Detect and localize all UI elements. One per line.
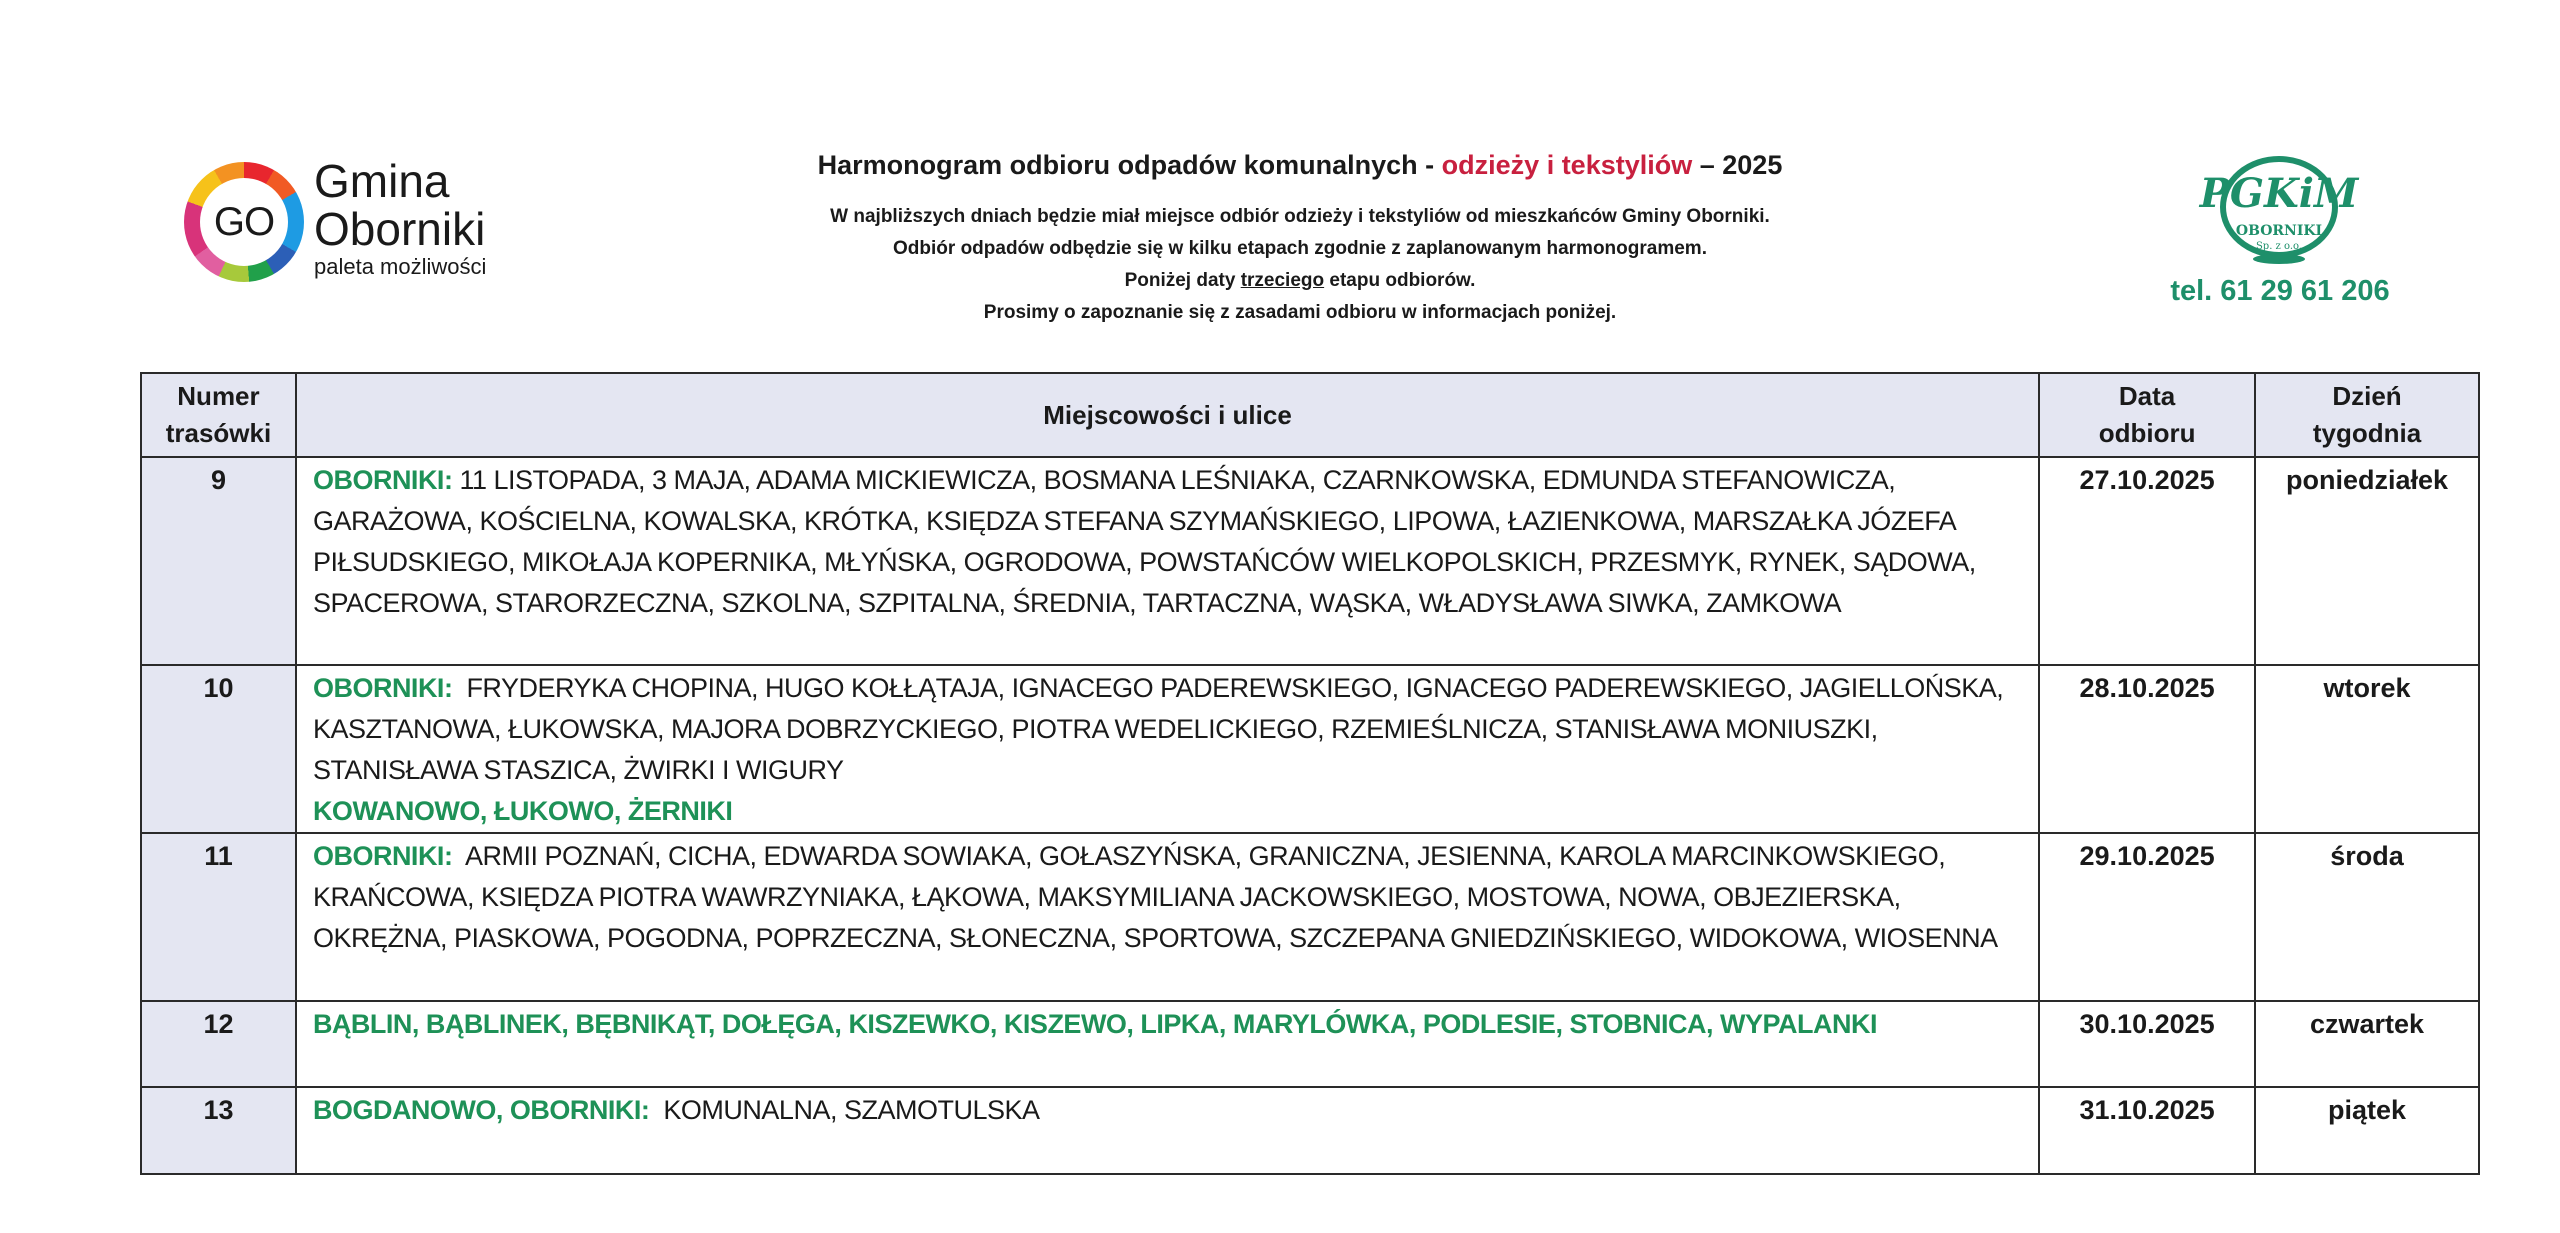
intro-text (700, 201, 1900, 329)
route-number: 11 (141, 833, 296, 1001)
villages: KOWANOWO, ŁUKOWO, ŻERNIKI (312, 796, 733, 826)
places-cell (296, 665, 2039, 833)
intro-line-3-b: etapu odbiorów. (1324, 270, 1476, 291)
table-row (141, 1087, 2479, 1174)
svg-text:Sp. z o.o.: Sp. z o.o. (2255, 241, 2303, 252)
header-day-line-1: Dzień (2332, 381, 2402, 411)
weekday: piątek (2255, 1087, 2479, 1174)
place-label: BOGDANOWO, OBORNIKI: (312, 1095, 650, 1125)
schedule-table (140, 372, 2480, 1175)
header-day-line-2: tygodnia (2312, 418, 2422, 448)
document-title (700, 150, 1900, 181)
weekday: czwartek (2255, 1001, 2479, 1087)
pgkim-logo (2140, 155, 2420, 315)
intro-line-3-underlined: trzeciego (1240, 270, 1325, 291)
table-row (141, 1001, 2479, 1087)
go-badge: GO (200, 178, 288, 266)
places-cell (296, 833, 2039, 1001)
logo-line-2: Oborniki (314, 203, 486, 255)
intro-line-4: Prosimy o zapoznanie się z zasadami odbioru w informacjach poniżej. (983, 302, 1617, 323)
logo-line-1: Gmina (314, 155, 450, 207)
logo-tagline: paleta możliwości (314, 254, 487, 279)
streets: FRYDERYKA CHOPINA, HUGO KOŁŁĄTAJA, IGNACEGO PADEREWSKIEGO, IGNACEGO PADEREWSKIEGO, JAGIELLOŃSKA, KASZTANOWA, ŁUKOWSKA, MAJORA DOBRZYCKIEGO, PIOTRA WEDELICKIEGO, RZEMIEŚLNICZA, STANISŁAWA MONIUSZKI, STANISŁAWA STASZICA, ŻWIRKI I WIGURY (312, 673, 2011, 785)
document-header (700, 150, 1900, 329)
gmina-oborniki-logo (182, 155, 512, 288)
header-day (2255, 373, 2479, 457)
pickup-date: 28.10.2025 (2039, 665, 2255, 833)
route-number: 13 (141, 1087, 296, 1174)
title-accent: odzieży i tekstyliów (1441, 150, 1693, 180)
intro-line-3-a: Poniżej daty (1124, 270, 1241, 291)
place-label: BĄBLIN, BĄBLINEK, BĘBNIKĄT, DOŁĘGA, KISZEWKO, KISZEWO, LIPKA, MARYLÓWKA, PODLESIE, STOBNICA, WYPALANKI (312, 1009, 1877, 1039)
intro-line-2: Odbiór odpadów odbędzie się w kilku etapach zgodnie z zaplanowanym harmonogramem. (893, 238, 1707, 259)
header-route-number (141, 373, 296, 457)
weekday: poniedziałek (2255, 457, 2479, 665)
color-ring-icon (184, 162, 304, 282)
places-cell (296, 1001, 2039, 1087)
pickup-date: 29.10.2025 (2039, 833, 2255, 1001)
phone-number: tel. 61 29 61 206 (2170, 275, 2390, 307)
intro-line-1: W najbliższych dniach będzie miał miejsce odbiór odzieży i tekstyliów od mieszkańców Gminy Oborniki. (830, 206, 1770, 227)
title-part-1: Harmonogram odbioru odpadów komunalnych - (817, 150, 1442, 180)
svg-text:PGKiM: PGKiM (2199, 170, 2359, 217)
table-row (141, 833, 2479, 1001)
header-date-line-2: odbioru (2098, 418, 2196, 448)
route-number: 12 (141, 1001, 296, 1087)
header-date (2039, 373, 2255, 457)
streets: ARMII POZNAŃ, CICHA, EDWARDA SOWIAKA, GOŁASZYŃSKA, GRANICZNA, JESIENNA, KAROLA MARCINKOWSKIEGO, KRAŃCOWA, KSIĘDZA PIOTRA WAWRZYNIAKA, ŁĄKOWA, MAKSYMILIANA JACKOWSKIEGO, MOSTOWA, NOWA, OBJEZIERSKA, OKRĘŻNA, PIASKOWA, POGODNA, POPRZECZNA, SŁONECZNA, SPORTOWA, SZCZEPANA GNIEDZIŃSKIEGO, WIDOKOWA, WIOSENNA (312, 841, 1998, 953)
title-part-2: – 2025 (1692, 150, 1783, 180)
route-number: 10 (141, 665, 296, 833)
pickup-date: 31.10.2025 (2039, 1087, 2255, 1174)
pickup-date: 30.10.2025 (2039, 1001, 2255, 1087)
places-cell (296, 1087, 2039, 1174)
intro-line-3 (700, 265, 1900, 297)
pgkim-seal-icon (2199, 155, 2359, 265)
weekday: środa (2255, 833, 2479, 1001)
place-label: OBORNIKI: (312, 673, 453, 703)
header-date-line-1: Data (2118, 381, 2176, 411)
route-number: 9 (141, 457, 296, 665)
places-cell (296, 457, 2039, 665)
streets: KOMUNALNA, SZAMOTULSKA (649, 1095, 1040, 1125)
pickup-date: 27.10.2025 (2039, 457, 2255, 665)
table-row (141, 665, 2479, 833)
header-places: Miejscowości i ulice (296, 373, 2039, 457)
header-route-number-line-2: trasówki (165, 418, 272, 448)
table-row (141, 457, 2479, 665)
svg-text:OBORNIKI: OBORNIKI (2235, 223, 2323, 239)
header-route-number-line-1: Numer (177, 381, 260, 411)
streets: 11 LISTOPADA, 3 MAJA, ADAMA MICKIEWICZA, BOSMANA LEŚNIAKA, CZARNKOWSKA, EDMUNDA STEFANOWICZA, GARAŻOWA, KOŚCIELNA, KOWALSKA, KRÓTKA, KSIĘDZA STEFANA SZYMAŃSKIEGO, LIPOWA, ŁAZIENKOWA, MARSZAŁKA JÓZEFA PIŁSUDSKIEGO, MIKOŁAJA KOPERNIKA, MŁYŃSKA, OGRODOWA, POWSTAŃCÓW WIELKOPOLSKICH, PRZESMYK, RYNEK, SĄDOWA, SPACEROWA, STARORZECZNA, SZKOLNA, SZPITALNA, ŚREDNIA, TARTACZNA, WĄSKA, WŁADYSŁAWA SIWKA, ZAMKOWA (312, 465, 1976, 618)
place-label: OBORNIKI: (312, 465, 453, 495)
place-label: OBORNIKI: (312, 841, 453, 871)
weekday: wtorek (2255, 665, 2479, 833)
table-header-row (141, 373, 2479, 457)
